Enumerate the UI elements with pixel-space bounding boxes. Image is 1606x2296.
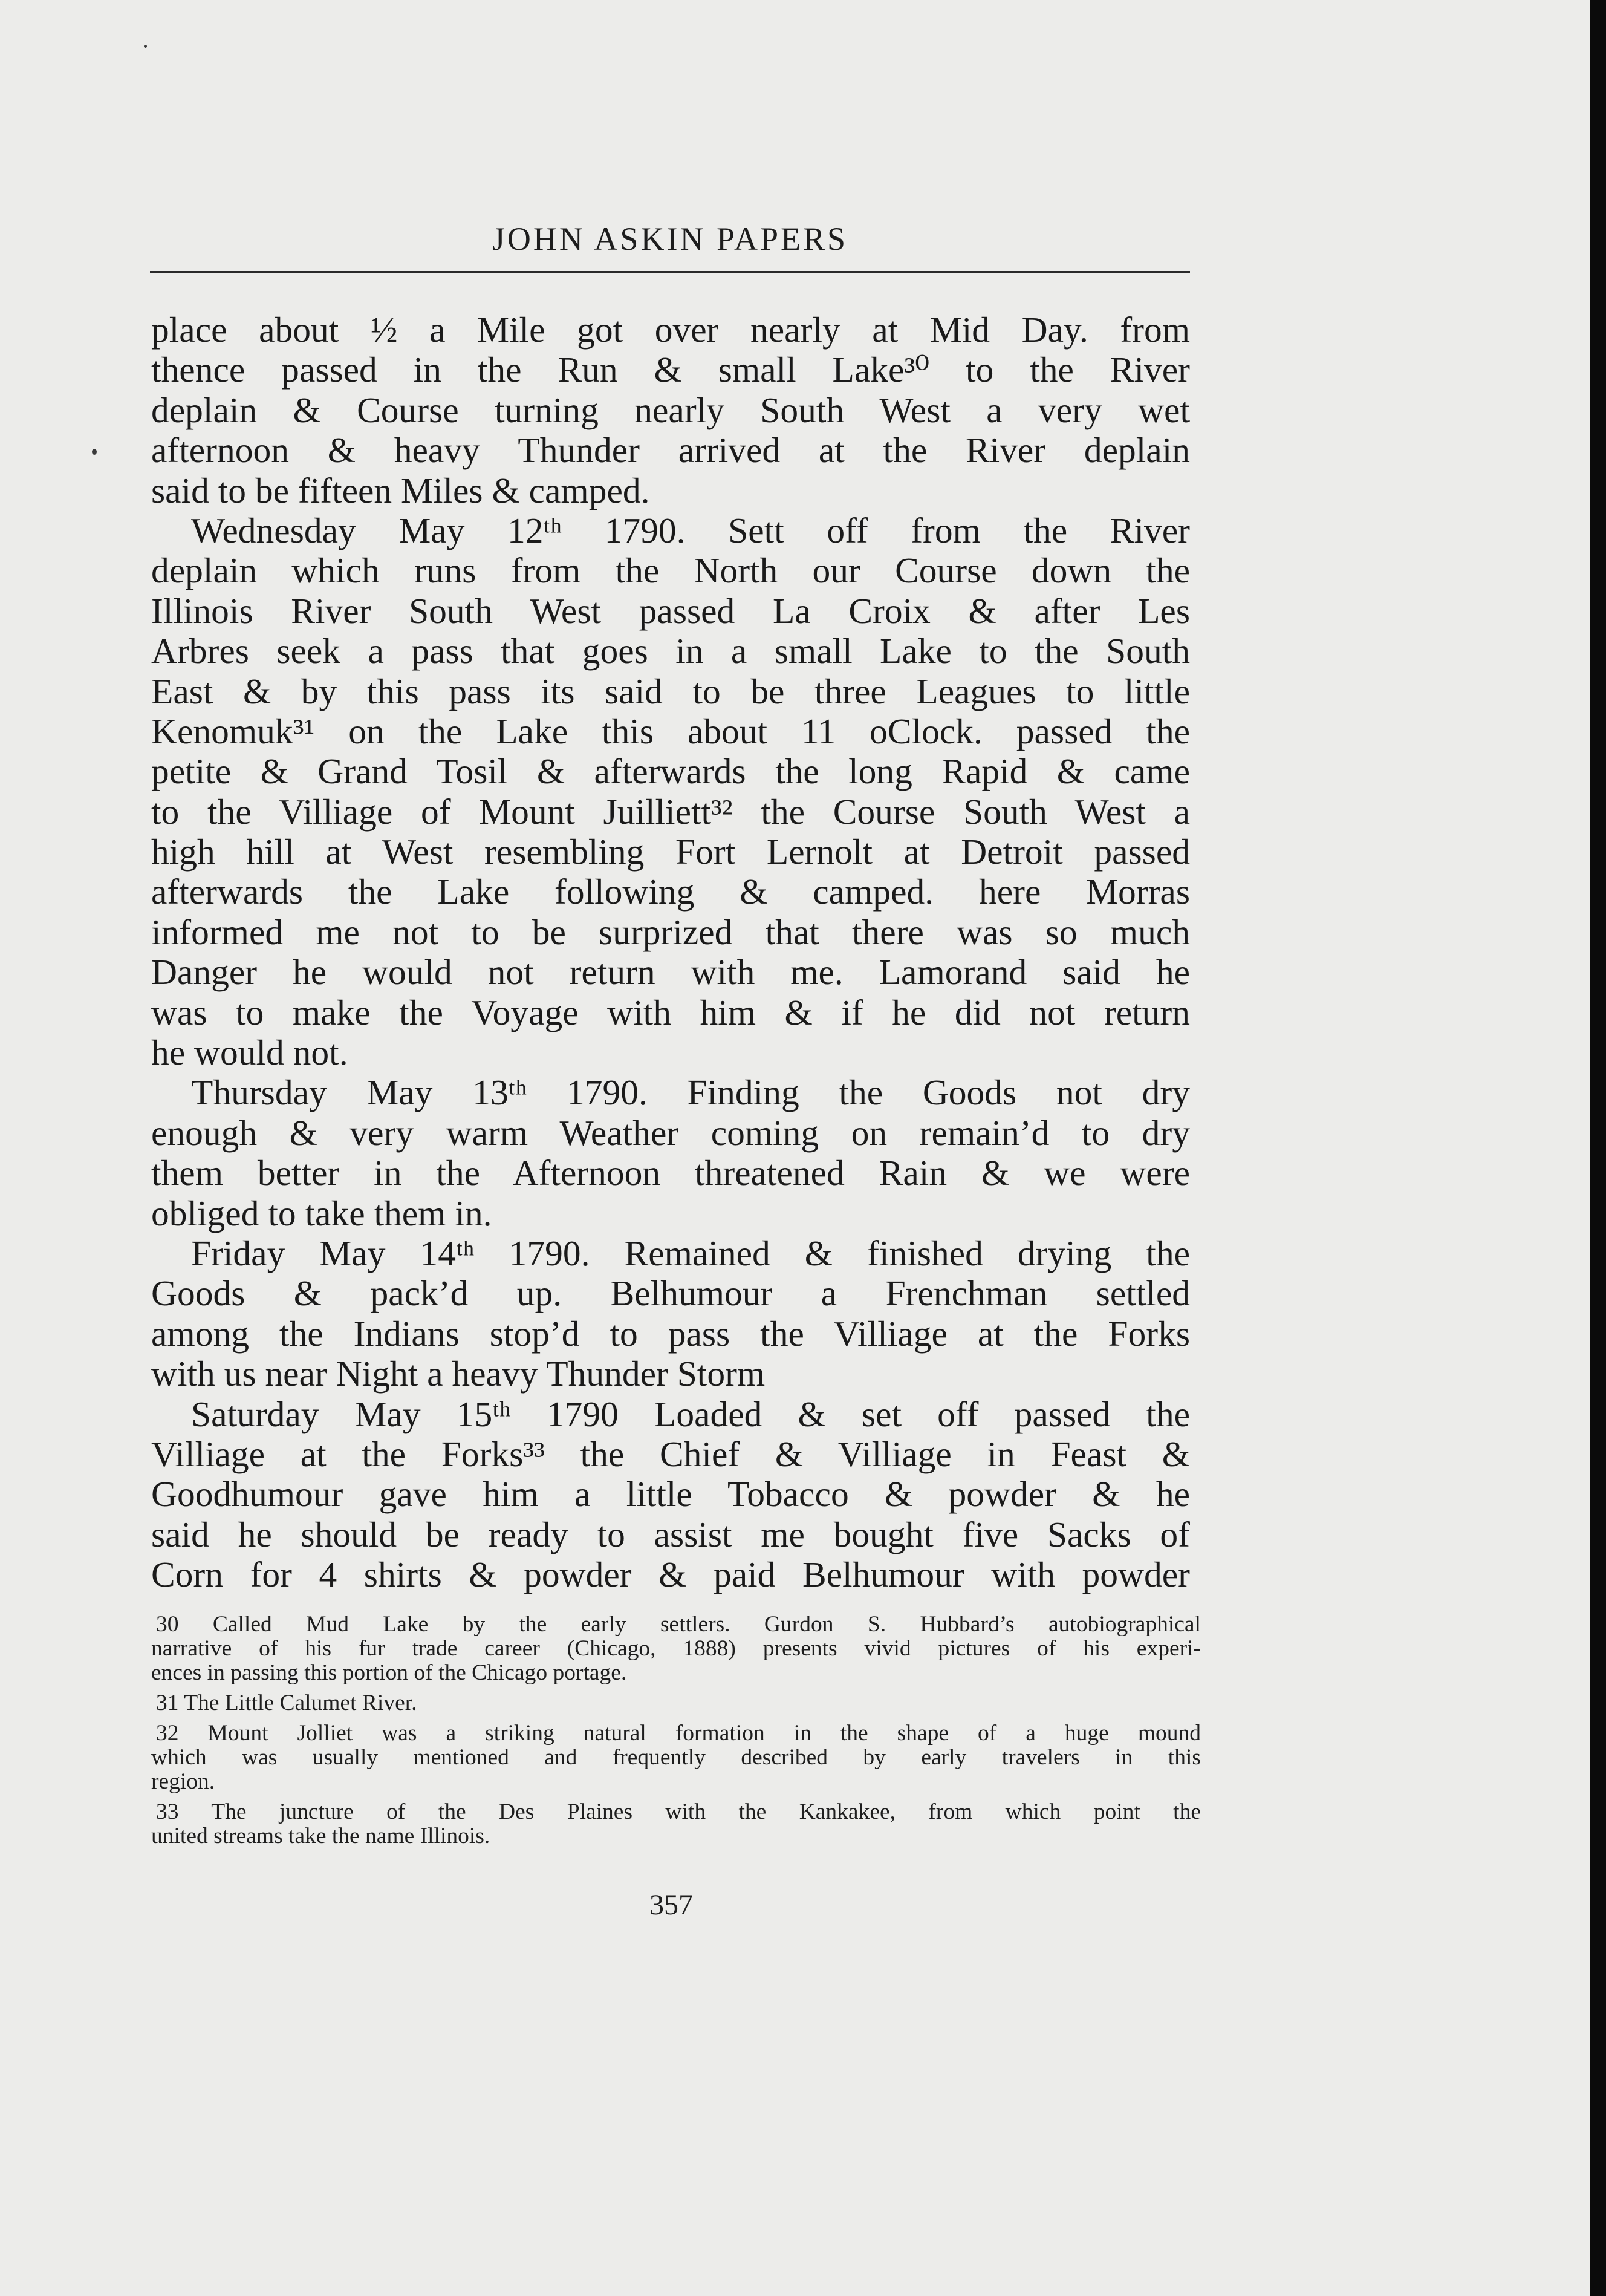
body-line: Saturday May 15ᵗʰ 1790 Loaded & set off passed the [191,1394,1190,1434]
running-head: JOHN ASKIN PAPERS [492,221,848,257]
body-line: Danger he would not return with me. Lamorand said he [151,952,1190,993]
body-line: Thursday May 13ᵗʰ 1790. Finding the Goods not dry [191,1072,1190,1113]
body-line: East & by this pass its said to be three Leagues to little [151,671,1190,711]
footnote-31-line: 31 The Little Calumet River. [156,1691,417,1715]
body-line: Villiage at the Forks³³ the Chief & Villiage in Feast & [151,1433,1190,1474]
body-line: Kenomuk³¹ on the Lake this about 11 oClock. passed the [151,711,1190,751]
footnote-32-line: 32 Mount Jolliet was a striking natural formation in the shape of a huge mound [156,1721,1201,1746]
footnote-30-line: narrative of his fur trade career (Chicago, 1888) presents vivid pictures of his experi- [151,1636,1201,1661]
body-line: them better in the Afternoon threatened Rain & we were [151,1153,1190,1193]
body-line: with us near Night a heavy Thunder Storm [151,1354,766,1394]
ink-speck [144,45,147,48]
footnote-30-line: ences in passing this portion of the Chicago portage. [151,1660,627,1685]
footnote-32-line: region. [151,1769,215,1794]
footnote-33-line: 33 The juncture of the Des Plaines with the Kankakee, from which point the [156,1799,1201,1824]
body-line: Friday May 14ᵗʰ 1790. Remained & finished drying the [191,1233,1190,1273]
scan-edge [1590,0,1606,2296]
body-line: among the Indians stop’d to pass the Villiage at the Forks [151,1313,1190,1354]
footnote-33-line: united streams take the name Illinois. [151,1824,490,1848]
body-line: thence passed in the Run & small Lake³⁰ to the River [151,350,1190,390]
body-line: to the Villiage of Mount Juilliett³² the Course South West a [151,791,1190,832]
ink-speck [92,449,97,455]
body-line: informed me not to be surprized that there was so much [151,912,1190,952]
header-rule [150,271,1190,273]
footnotes [151,1613,1201,1848]
body-line: he would not. [151,1032,348,1073]
body-line: Corn for 4 shirts & powder & paid Belhumour with powder [151,1554,1190,1595]
body-line: Goodhumour gave him a little Tobacco & powder & he [151,1474,1190,1515]
footnote-30-line: 30 Called Mud Lake by the early settlers. Gurdon S. Hubbard’s autobiographical [156,1612,1201,1637]
footnote-32-line: which was usually mentioned and frequently described by early travelers in this [151,1745,1201,1770]
body-line: Goods & pack’d up. Belhumour a Frenchman settled [151,1273,1190,1314]
body-line: place about ½ a Mile got over nearly at Mid Day. from [151,310,1190,350]
body-line: Illinois River South West passed La Croix & after Les [151,590,1190,631]
body-line: afternoon & heavy Thunder arrived at the River deplain [151,430,1190,471]
body-line: high hill at West resembling Fort Lernolt at Detroit passed [151,832,1190,872]
body-line: petite & Grand Tosil & afterwards the long Rapid & came [151,751,1190,792]
page-number: 357 [649,1889,693,1921]
body-line: said to be fifteen Miles & camped. [151,470,650,510]
body-line: enough & very warm Weather coming on remain’d to dry [151,1112,1190,1153]
body-line: deplain & Course turning nearly South West a very wet [151,390,1190,430]
body-line: was to make the Voyage with him & if he did not return [151,992,1190,1032]
body-line: obliged to take them in. [151,1193,492,1233]
body-line: Arbres seek a pass that goes in a small Lake to the South [151,631,1190,671]
body-text [151,310,1190,1595]
body-line: deplain which runs from the North our Course down the [151,550,1190,591]
body-line: said he should be ready to assist me bought five Sacks of [151,1514,1190,1554]
body-line: Wednesday May 12ᵗʰ 1790. Sett off from the River [191,510,1190,550]
body-line: afterwards the Lake following & camped. here Morras [151,872,1190,912]
